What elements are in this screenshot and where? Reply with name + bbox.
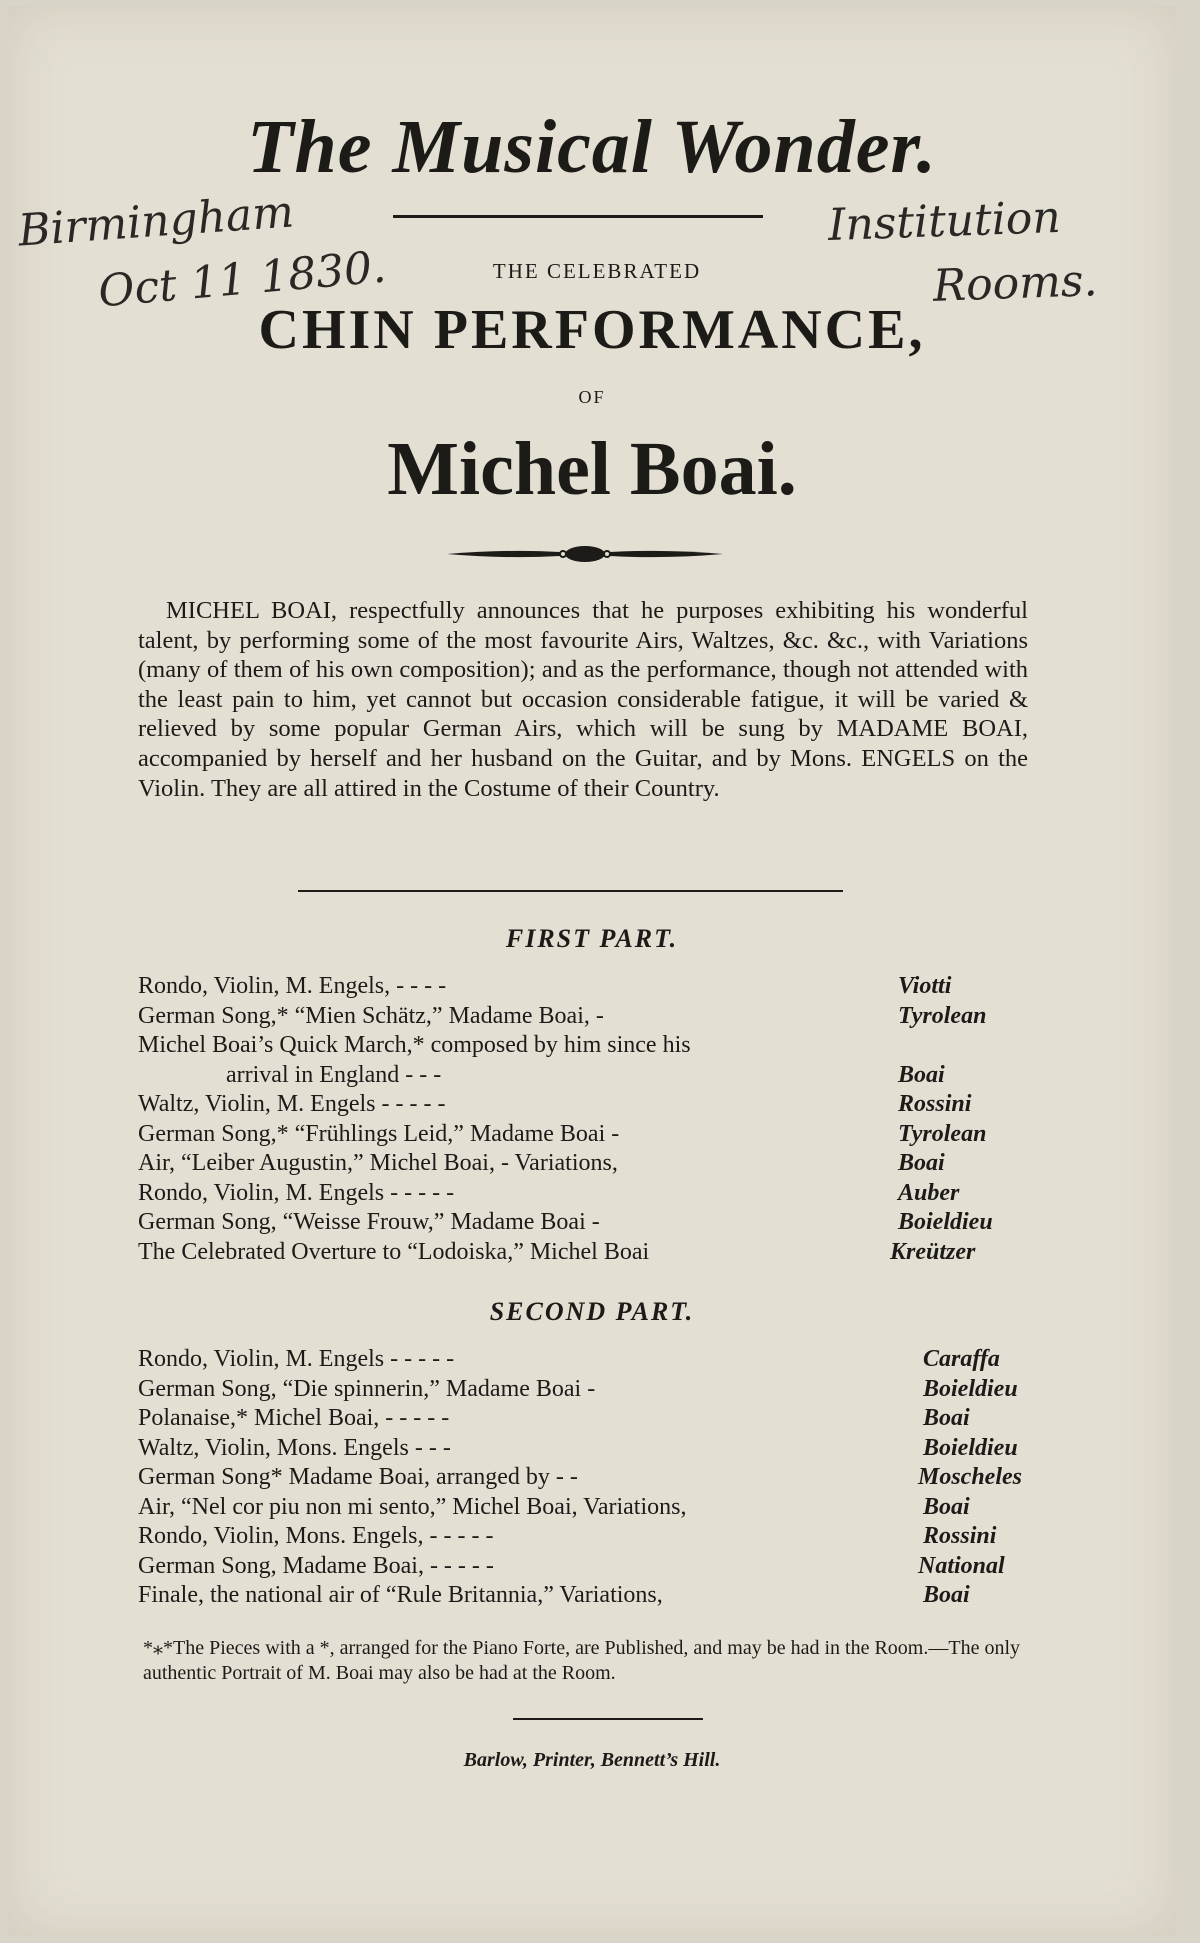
program-row: Rondo, Violin, M. Engels - - - - - Caraffa xyxy=(138,1346,1000,1372)
program-row: Polanaise,* Michel Boai, - - - - - Boai xyxy=(138,1405,970,1431)
program-row: Michel Boai’s Quick March,* composed by him since his xyxy=(138,1032,691,1058)
handwritten-place: Birmingham xyxy=(16,186,296,257)
program-row: Finale, the national air of “Rule Britannia,” Variations, Boai xyxy=(138,1582,970,1608)
second-part-heading: SECOND PART. xyxy=(489,1297,695,1326)
intro-text: MICHEL BOAI, respectfully announces that he purposes exhibiting his wonderful talent, by performing some of the most favourite Airs, Waltzes, &c. &c., with Variations (many of them of his own composition); and as the performance, though not attended with the least pain to him, yet cannot but occasion considerable fatigue, it will be varied & relieved by some popular German Airs, which will be sung by MADAME BOAI, accompanied by herself and her husband on the Guitar, and by Mons. ENGELS on the Violin. They are all attired in the Costume of their Country. xyxy=(138,597,1028,802)
program-row: German Song,* “Frühlings Leid,” Madame Boai - Tyrolean xyxy=(138,1120,987,1147)
the-celebrated-line: THE CELEBRATED xyxy=(492,259,702,283)
title-rule xyxy=(393,215,763,218)
handwritten-venue-line2: Rooms. xyxy=(932,255,1099,312)
program-row: Waltz, Violin, M. Engels - - - - - Rossini xyxy=(138,1091,972,1117)
program-row: Rondo, Violin, Mons. Engels, - - - - - Rossini xyxy=(138,1523,997,1549)
second-part-program xyxy=(138,1345,1038,1611)
intro-rule xyxy=(298,890,843,892)
first-part-heading: FIRST PART. xyxy=(505,924,679,953)
program-row: German Song, “Die spinnerin,” Madame Boai - Boieldieu xyxy=(138,1375,1018,1402)
headline: CHIN PERFORMANCE, xyxy=(258,299,926,361)
handwritten-venue-line1: Institution xyxy=(827,191,1062,252)
footnote: *⁎*The Pieces with a *, arranged for the Piano Forte, are Published, and may be had in the Room.—The only authentic Portrait of M. Boai may also be had at the Room. xyxy=(143,1637,1021,1684)
program-row: Rondo, Violin, M. Engels - - - - - Auber xyxy=(138,1179,960,1206)
program-row: Waltz, Violin, Mons. Engels - - - Boieldieu xyxy=(138,1434,1018,1461)
playbill-title: The Musical Wonder. xyxy=(247,105,937,189)
program-row: The Celebrated Overture to “Lodoiska,” Michel Boai Kreützer xyxy=(138,1238,976,1265)
first-part-program xyxy=(138,972,1038,1267)
playbill-sheet xyxy=(8,6,1176,1936)
performer-name: Michel Boai. xyxy=(387,427,797,511)
program-row: German Song,* “Mien Schätz,” Madame Boai, - Tyrolean xyxy=(138,1002,987,1029)
program-row: Rondo, Violin, M. Engels, - - - - Viotti xyxy=(138,973,952,999)
handwritten-date: Oct 11 1830. xyxy=(96,241,389,318)
program-row: German Song, Madame Boai, - - - - - National xyxy=(138,1552,1005,1579)
ornament-divider xyxy=(445,541,725,567)
program-row: arrival in England - - - Boai xyxy=(226,1061,945,1088)
of-word: OF xyxy=(578,387,606,407)
program-row: Air, “Leiber Augustin,” Michel Boai, - Variations, Boai xyxy=(138,1150,945,1176)
program-row: Air, “Nel cor piu non mi sento,” Michel Boai, Variations, Boai xyxy=(138,1493,970,1520)
program-row: German Song* Madame Boai, arranged by - - Moscheles xyxy=(138,1464,1022,1490)
program-row: German Song, “Weisse Frouw,” Madame Boai - Boieldieu xyxy=(138,1209,993,1235)
printer-rule xyxy=(513,1718,703,1720)
printer-credit: Barlow, Printer, Bennett’s Hill. xyxy=(463,1749,721,1771)
intro-paragraph xyxy=(138,596,1028,803)
